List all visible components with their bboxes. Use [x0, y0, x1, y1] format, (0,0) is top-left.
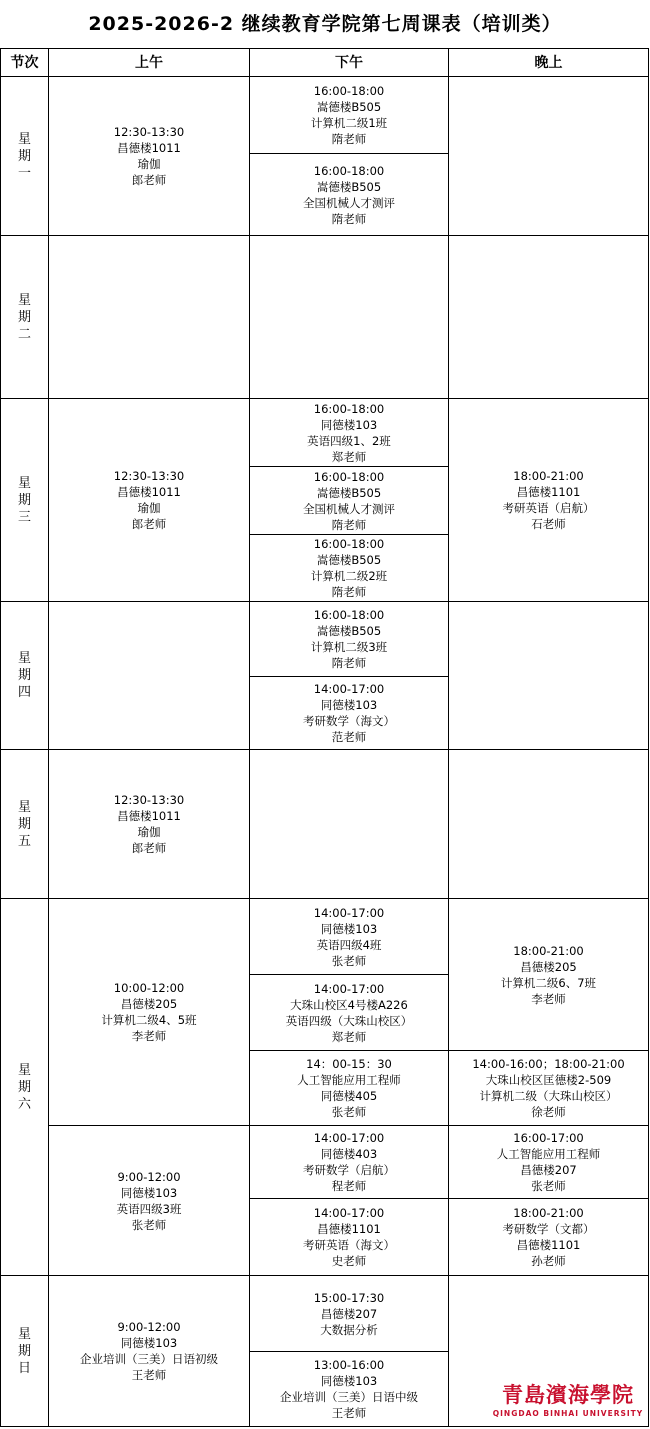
cell-line: 人工智能应用工程师 — [297, 1073, 401, 1087]
day-char: 日 — [17, 1360, 31, 1376]
cell-line: 同德楼103 — [320, 1374, 378, 1388]
day-char: 星 — [17, 1062, 31, 1078]
cell-line: 昌德楼205 — [520, 959, 577, 974]
day-thursday — [0, 601, 49, 750]
day-char: 期 — [17, 816, 31, 832]
day-wednesday — [0, 398, 49, 602]
cell-line: 郎老师 — [131, 173, 167, 187]
cell-line: 瑜伽 — [137, 825, 161, 839]
course-cell — [249, 466, 449, 535]
course-cell — [249, 898, 449, 975]
empty-cell — [48, 601, 250, 750]
cell-line: 李老师 — [531, 991, 566, 1006]
cell-line: 昌德楼1011 — [117, 141, 181, 155]
course-cell — [249, 974, 449, 1051]
cell-line: 徐老师 — [531, 1105, 566, 1119]
cell-line: 嵩德楼B505 — [316, 553, 382, 567]
cell-line: 14:00-17:00 — [313, 1206, 385, 1220]
course-cell — [249, 153, 449, 236]
cell-line: 16:00-17:00 — [513, 1131, 584, 1145]
cell-line: 计算机二级3班 — [310, 640, 388, 654]
day-char: 二 — [17, 326, 31, 342]
cell-line: 12:30-13:30 — [113, 793, 185, 807]
university-logo — [490, 1382, 646, 1424]
course-cell — [249, 1275, 449, 1352]
cell-line: 企业培训（三美）日语中级 — [280, 1390, 418, 1404]
cell-line: 昌德楼1011 — [117, 485, 181, 499]
cell-line: 程老师 — [331, 1179, 367, 1193]
logo-chinese-name: 青島濱海學院 — [502, 1382, 634, 1407]
cell-line: 计算机二级2班 — [310, 569, 388, 583]
course-cell — [249, 76, 449, 154]
course-cell — [448, 898, 649, 1051]
cell-line: 考研数学（海文） — [303, 714, 395, 728]
cell-line: 14:00-16:00；18:00-21:00 — [472, 1057, 625, 1071]
cell-line: 16:00-18:00 — [313, 469, 385, 484]
cell-line: 嵩德楼B505 — [316, 624, 382, 638]
header-afternoon: 下午 — [249, 48, 449, 77]
cell-line: 计算机二级6、7班 — [500, 975, 597, 990]
cell-line: 考研数学（启航） — [303, 1163, 395, 1177]
cell-line: 昌德楼207 — [520, 1163, 577, 1177]
cell-line: 隋老师 — [331, 585, 367, 599]
cell-line: 同德楼403 — [320, 1147, 378, 1161]
cell-line: 全国机械人才测评 — [303, 501, 395, 516]
day-tuesday — [0, 235, 49, 399]
day-char: 一 — [17, 165, 31, 181]
cell-line: 16:00-18:00 — [313, 84, 385, 98]
day-char: 五 — [17, 833, 31, 849]
cell-line: 瑜伽 — [137, 501, 161, 515]
day-saturday — [0, 898, 49, 1276]
cell-line: 大珠山校区4号楼A226 — [290, 997, 408, 1012]
cell-line: 考研数学（文都） — [502, 1222, 595, 1236]
cell-line: 英语四级（大珠山校区） — [285, 1013, 413, 1028]
cell-line: 12:30-13:30 — [113, 125, 185, 139]
course-cell — [448, 1125, 649, 1199]
empty-cell — [448, 749, 649, 899]
cell-line: 范老师 — [331, 730, 367, 744]
course-cell — [448, 1050, 649, 1126]
cell-line: 14：00-15：30 — [306, 1057, 392, 1071]
logo-english-name: QINGDAO BINHAI UNIVERSITY — [492, 1409, 644, 1418]
course-cell — [48, 898, 250, 1126]
cell-line: 昌德楼1011 — [117, 809, 181, 823]
cell-line: 张老师 — [131, 1217, 167, 1232]
cell-line: 张老师 — [331, 953, 367, 968]
cell-line: 9:00-12:00 — [117, 1320, 181, 1334]
cell-line: 14:00-17:00 — [313, 1131, 385, 1145]
day-char: 星 — [17, 799, 31, 815]
cell-line: 瑜伽 — [137, 157, 161, 171]
cell-line: 大珠山校区匡德楼2-509 — [485, 1073, 612, 1087]
course-cell — [448, 398, 649, 602]
cell-line: 企业培训（三美）日语初级 — [80, 1352, 218, 1366]
cell-line: 隋老师 — [331, 211, 367, 226]
cell-line: 张老师 — [531, 1179, 566, 1193]
cell-line: 18:00-21:00 — [513, 943, 584, 958]
cell-line: 同德楼103 — [120, 1336, 178, 1350]
cell-line: 16:00-18:00 — [313, 401, 385, 416]
cell-line: 嵩德楼B505 — [316, 100, 382, 114]
course-cell — [249, 534, 449, 602]
course-cell — [48, 1125, 250, 1276]
day-monday — [0, 76, 49, 236]
cell-line: 14:00-17:00 — [313, 981, 385, 996]
day-char: 期 — [17, 148, 31, 164]
cell-line: 全国机械人才测评 — [303, 195, 395, 210]
cell-line: 李老师 — [131, 1029, 167, 1043]
empty-cell — [249, 749, 449, 899]
cell-line: 嵩德楼B505 — [316, 179, 382, 194]
cell-line: 考研英语（海文） — [303, 1238, 395, 1252]
cell-line: 大数据分析 — [320, 1322, 378, 1337]
cell-line: 同德楼103 — [320, 921, 378, 936]
empty-cell — [448, 76, 649, 236]
empty-cell — [48, 235, 250, 399]
day-char: 星 — [17, 292, 31, 308]
cell-line: 郎老师 — [131, 841, 167, 855]
course-cell — [249, 1125, 449, 1199]
cell-line: 计算机二级（大珠山校区） — [479, 1089, 618, 1103]
day-sunday — [0, 1275, 49, 1427]
cell-line: 计算机二级1班 — [310, 116, 388, 130]
cell-line: 15:00-17:30 — [313, 1290, 385, 1305]
day-char: 期 — [17, 1343, 31, 1359]
empty-cell — [448, 601, 649, 750]
course-cell — [448, 1198, 649, 1276]
course-cell — [48, 76, 250, 236]
page-title: 2025-2026-2 继续教育学院第七周课表（培训类） — [88, 13, 562, 35]
day-char: 星 — [17, 475, 31, 491]
cell-line: 16:00-18:00 — [313, 163, 385, 178]
header-period: 节次 — [0, 48, 49, 77]
course-cell — [249, 676, 449, 750]
empty-cell — [249, 235, 449, 399]
cell-line: 英语四级4班 — [316, 937, 382, 952]
day-char: 期 — [17, 309, 31, 325]
day-char: 星 — [17, 1326, 31, 1342]
course-cell — [249, 398, 449, 467]
cell-line: 张老师 — [331, 1105, 367, 1119]
cell-line: 12:30-13:30 — [113, 469, 185, 483]
cell-line: 隋老师 — [331, 656, 367, 670]
empty-cell — [448, 235, 649, 399]
day-char: 三 — [17, 509, 31, 525]
header-morning: 上午 — [48, 48, 250, 77]
cell-line: 计算机二级4、5班 — [101, 1013, 197, 1027]
cell-line: 14:00-17:00 — [313, 905, 385, 920]
cell-line: 考研英语（启航） — [502, 501, 595, 515]
course-cell — [249, 1198, 449, 1276]
cell-line: 昌德楼1101 — [516, 485, 581, 499]
cell-line: 同德楼103 — [320, 698, 378, 712]
cell-line: 郎老师 — [131, 517, 167, 531]
cell-line: 英语四级1、2班 — [307, 433, 391, 448]
course-cell — [249, 1351, 449, 1427]
cell-line: 同德楼103 — [320, 417, 378, 432]
day-char: 期 — [17, 668, 31, 683]
day-char: 星 — [17, 651, 31, 666]
cell-line: 昌德楼207 — [320, 1306, 378, 1321]
course-cell — [48, 1275, 250, 1427]
cell-line: 史老师 — [331, 1254, 367, 1268]
day-char: 星 — [17, 131, 31, 147]
cell-line: 英语四级3班 — [116, 1201, 182, 1216]
cell-line: 郑老师 — [331, 449, 367, 464]
cell-line: 昌德楼205 — [120, 997, 178, 1011]
cell-line: 10:00-12:00 — [113, 981, 185, 995]
day-char: 期 — [17, 1079, 31, 1095]
day-char: 四 — [17, 685, 31, 700]
cell-line: 郑老师 — [331, 1029, 367, 1044]
course-cell — [48, 749, 250, 899]
cell-line: 16:00-18:00 — [313, 537, 385, 551]
course-cell — [48, 398, 250, 602]
cell-line: 16:00-18:00 — [313, 608, 385, 622]
cell-line: 王老师 — [331, 1406, 367, 1420]
cell-line: 14:00-17:00 — [313, 682, 385, 696]
day-char: 六 — [17, 1096, 31, 1112]
cell-line: 同德楼103 — [120, 1185, 178, 1200]
day-char: 期 — [17, 492, 31, 508]
course-cell — [249, 601, 449, 677]
cell-line: 同德楼405 — [320, 1089, 378, 1103]
cell-line: 石老师 — [531, 517, 566, 531]
cell-line: 人工智能应用工程师 — [496, 1147, 601, 1161]
cell-line: 嵩德楼B505 — [316, 485, 382, 500]
header-evening: 晚上 — [448, 48, 649, 77]
course-cell — [249, 1050, 449, 1126]
cell-line: 9:00-12:00 — [117, 1169, 181, 1184]
cell-line: 孙老师 — [531, 1254, 566, 1268]
cell-line: 昌德楼1101 — [317, 1222, 381, 1236]
cell-line: 昌德楼1101 — [516, 1238, 581, 1252]
cell-line: 隋老师 — [331, 132, 367, 146]
cell-line: 18:00-21:00 — [513, 1206, 584, 1220]
day-friday — [0, 749, 49, 899]
cell-line: 隋老师 — [331, 517, 367, 532]
cell-line: 18:00-21:00 — [513, 469, 584, 483]
cell-line: 13:00-16:00 — [313, 1358, 385, 1372]
cell-line: 王老师 — [131, 1368, 167, 1382]
